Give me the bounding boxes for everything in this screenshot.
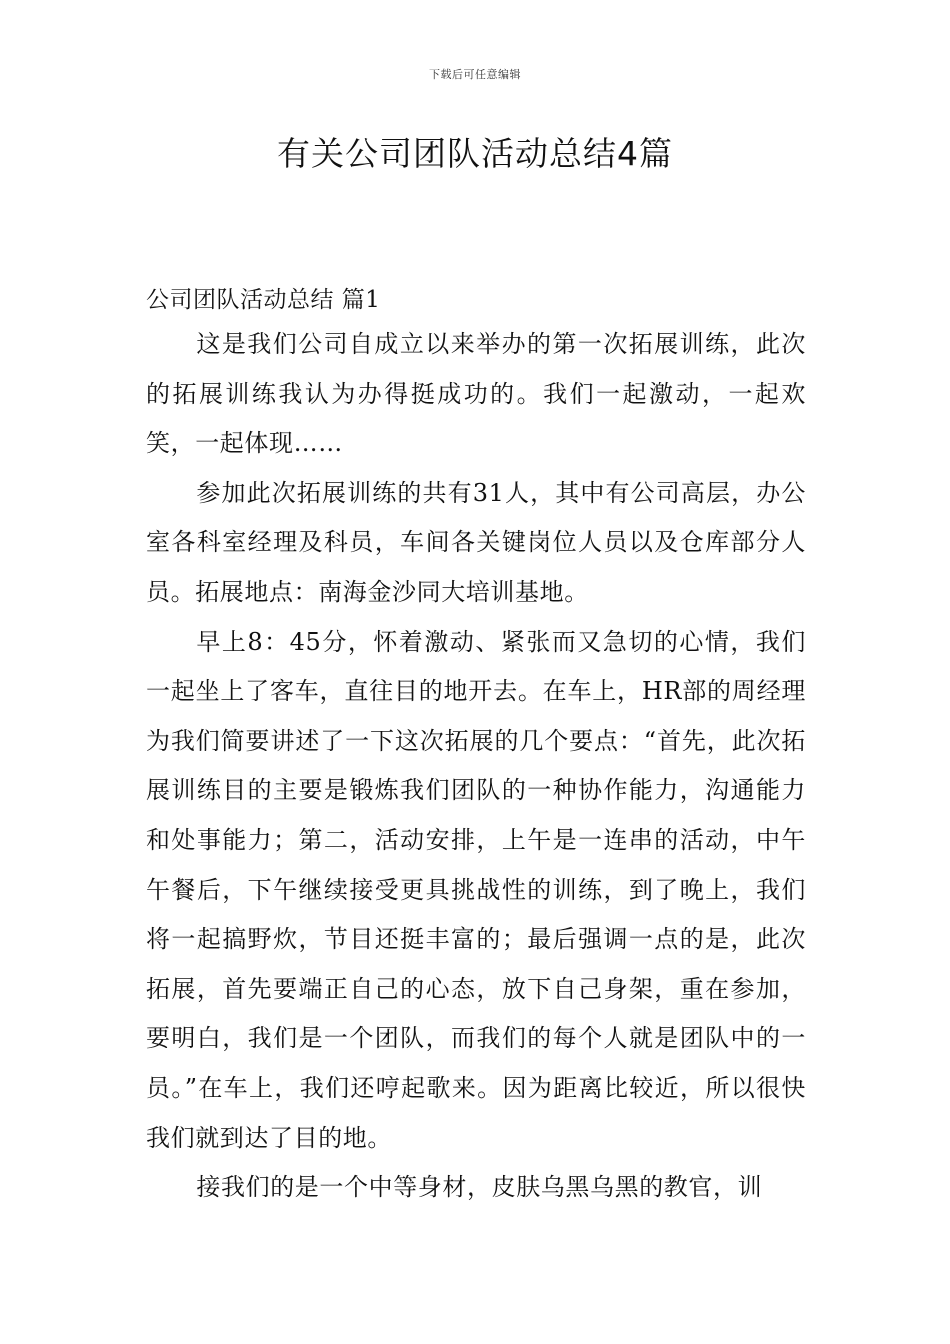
document-title: 有关公司团队活动总结4篇 bbox=[277, 134, 673, 173]
paragraph-3: 早上8：45分，怀着激动、紧张而又急切的心情，我们一起坐上了客车，直往目的地开去。在车上，HR部的周经理为我们简要讲述了一下这次拓展的几个要点：“首先，此次拓展训练目的主要是锻炼我们团队的一种协作能力，沟通能力和处事能力；第二，活动安排，上午是一连串的活动，中午午餐后，下午继续接受更具挑战性的训练，到了晚上，我们将一起搞野炊，节目还挺丰富的；最后强调一点的是，此次拓展，首先要端正自己的心态，放下自己身架，重在参加，要明白，我们是一个团队，而我们的每个人就是团队中的一员。”在车上，我们还哼起歌来。因为距离比较近，所以很快我们就到达了目的地。 bbox=[146, 627, 806, 1152]
paragraph-4: 接我们的是一个中等身材，皮肤乌黑乌黑的教官，训 bbox=[196, 1173, 763, 1202]
document-body bbox=[146, 280, 806, 1213]
section-heading: 公司团队活动总结 篇1 bbox=[146, 287, 381, 313]
header-note: 下载后可任意编辑 bbox=[429, 68, 521, 81]
paragraph-2: 参加此次拓展训练的共有31人，其中有公司高层，办公室各科室经理及科员，车间各关键岗位人员以及仓库部分人员。拓展地点：南海金沙同大培训基地。 bbox=[146, 478, 806, 606]
paragraph-1: 这是我们公司自成立以来举办的第一次拓展训练，此次的拓展训练我认为办得挺成功的。我们一起激动，一起欢笑，一起体现…… bbox=[146, 330, 806, 458]
